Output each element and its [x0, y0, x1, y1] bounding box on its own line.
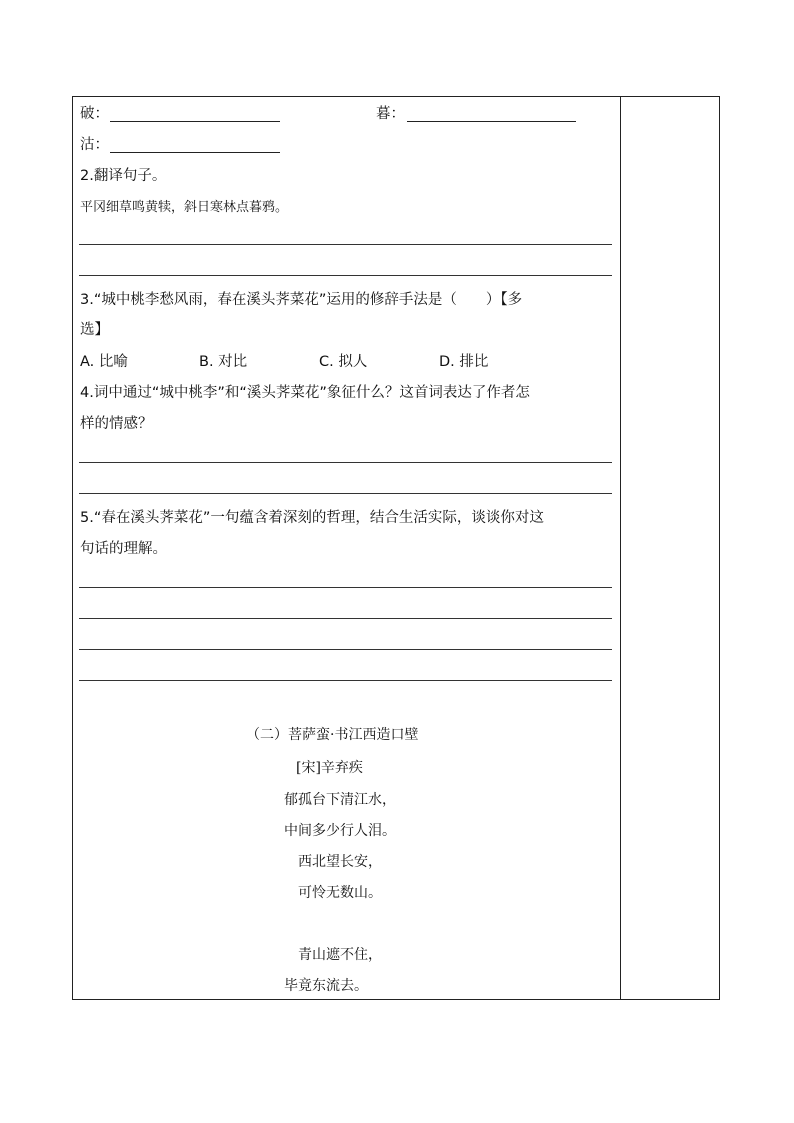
q5-answer-line-2[interactable] — [79, 618, 612, 619]
poem-line-6: 毕竟东流去。 — [284, 978, 368, 994]
q3-option-d[interactable]: D. 排比 — [439, 354, 489, 370]
q4-question-line-2: 样的情感？ — [80, 416, 153, 432]
q2-answer-line-2[interactable] — [79, 275, 612, 276]
q4-answer-line-1[interactable] — [79, 462, 612, 463]
q5-question-line-2: 句话的理解。 — [80, 541, 167, 557]
q2-sentence: 平冈细草鸣黄犊，斜日寒林点暮鸦。 — [80, 200, 289, 215]
poem-line-4: 可怜无数山。 — [298, 885, 382, 901]
column-divider — [620, 96, 621, 1000]
poem-title: （二）菩萨蛮·书江西造口壁 — [246, 727, 419, 743]
q5-answer-line-3[interactable] — [79, 649, 612, 650]
q3-option-a[interactable]: A. 比喻 — [80, 354, 128, 370]
q3-option-c[interactable]: C. 拟人 — [319, 354, 368, 370]
gu-label: 沽： — [80, 137, 109, 153]
poem-line-2: 中间多少行人泪。 — [284, 823, 396, 839]
poem-author: [宋]辛弃疾 — [296, 760, 363, 776]
worksheet-frame — [72, 96, 720, 1000]
poem-line-1: 郁孤台下清江水， — [284, 792, 396, 808]
q5-answer-line-4[interactable] — [79, 680, 612, 681]
q5-answer-line-1[interactable] — [79, 587, 612, 588]
q4-answer-line-2[interactable] — [79, 493, 612, 494]
q5-question-line-1: 5.“春在溪头荠菜花”一句蕴含着深刻的哲理，结合生活实际，谈谈你对这 — [80, 510, 544, 526]
poem-line-5: 青山遮不住， — [298, 947, 382, 963]
po-label: 破： — [80, 106, 109, 122]
q2-answer-line-1[interactable] — [79, 244, 612, 245]
mu-label: 暮： — [376, 106, 405, 122]
mu-answer-blank[interactable] — [407, 121, 576, 122]
gu-answer-blank[interactable] — [110, 152, 280, 153]
q4-question-line-1: 4.词中通过“城中桃李”和“溪头荠菜花”象征什么？这首词表达了作者怎 — [80, 385, 530, 401]
q3-question-line-2: 选】 — [80, 322, 109, 338]
q3-option-b[interactable]: B. 对比 — [199, 354, 248, 370]
q2-title: 2.翻译句子。 — [80, 168, 167, 184]
poem-line-3: 西北望长安， — [298, 854, 382, 870]
q3-question-line-1: 3.“城中桃李愁风雨，春在溪头荠菜花”运用的修辞手法是（ ）【多 — [80, 292, 523, 308]
po-answer-blank[interactable] — [110, 121, 280, 122]
